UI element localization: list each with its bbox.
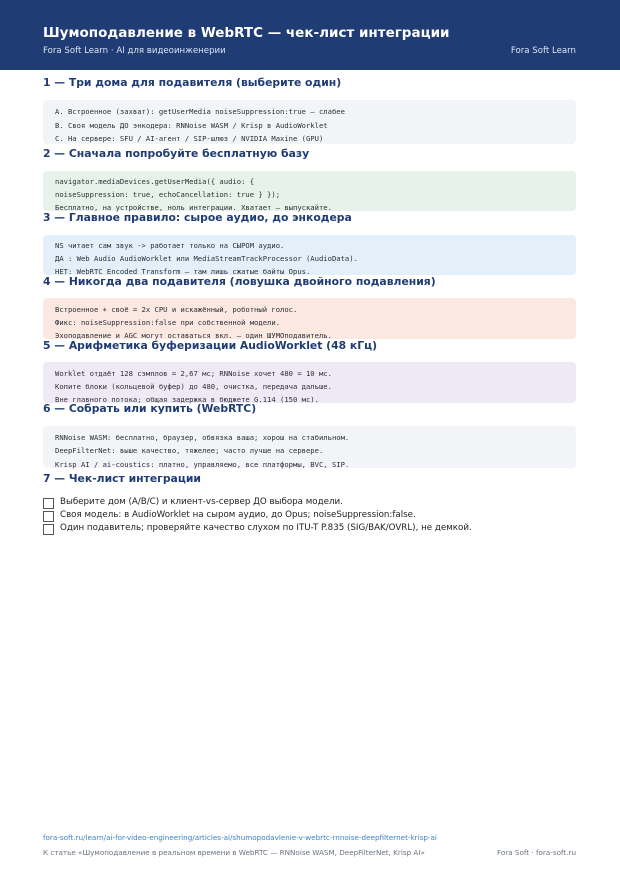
section-box-4: [43, 298, 576, 339]
footer-brand: Fora Soft · fora-soft.ru: [497, 848, 576, 857]
section-2-line-1: navigator.mediaDevices.getUserMedia({ audio: {: [55, 177, 255, 186]
footer-caption: К статье «Шумоподавление в реальном времени в WebRTC — RNNoise WASM, DeepFilterNet, Krisp AI»: [43, 848, 425, 857]
section-5-line-1: Worklet отдаёт 128 сэмплов = 2,67 мс; RNNoise хочет 480 = 10 мс.: [55, 369, 332, 378]
page-header: [0, 0, 620, 70]
section-2-line-3: Бесплатно, на устройстве, ноль интеграции. Хватает — выпускайте.: [55, 203, 332, 212]
section-box-5: [43, 362, 576, 403]
checklist-item-2-label: Своя модель: в AudioWorklet на сыром аудио, до Opus; noiseSuppression:false.: [60, 510, 416, 520]
checkbox[interactable]: [43, 511, 54, 522]
section-6-line-3: Krisp AI / ai-coustics: платно, управляемо, все платформы, BVC, SIP.: [55, 460, 350, 469]
section-title-6: 6 — Собрать или купить (WebRTC): [43, 402, 257, 415]
section-1-line-1: A. Встроенное (захват): getUserMedia noiseSuppression:true — слабее: [55, 107, 345, 116]
section-title-1: 1 — Три дома для подавителя (выберите один): [43, 76, 342, 89]
section-box-2: [43, 171, 576, 211]
section-5-line-3: Вне главного потока; общая задержка в бюджете G.114 (150 мс).: [55, 395, 319, 404]
section-box-6: [43, 426, 576, 468]
section-3-line-1: NS читает сам звук -> работает только на СЫРОМ аудио.: [55, 241, 285, 250]
section-title-5: 5 — Арифметика буферизации AudioWorklet (48 кГц): [43, 339, 378, 352]
section-2-line-2: noiseSuppression: true, echoCancellation: true } });: [55, 190, 281, 199]
footer-article-link[interactable]: fora-soft.ru/learn/ai-for-video-engineering/articles-ai/shumopodavlenie-v-webrtc-rnnoise-deepfilternet-krisp-ai: [43, 833, 437, 842]
section-title-4: 4 — Никогда два подавителя (ловушка двойного подавления): [43, 275, 436, 288]
section-box-3: [43, 235, 576, 275]
checklist-item-1-label: Выберите дом (A/B/C) и клиент-vs-сервер ДО выбора модели.: [60, 497, 343, 507]
section-1-line-3: C. На сервере: SFU / AI-агент / SIP-шлюз / NVIDIA Maxine (GPU): [55, 134, 324, 143]
section-title-3: 3 — Главное правило: сырое аудио, до энкодера: [43, 211, 352, 224]
section-4-line-1: Встроенное + своё = 2x CPU и искажённый, роботный голос.: [55, 305, 298, 314]
section-3-line-2: ДА : Web Audio AudioWorklet или MediaStreamTrackProcessor (AudioData).: [55, 254, 358, 263]
section-4-line-2: Фикс: noiseSuppression:false при собственной модели.: [55, 318, 281, 327]
section-4-line-3: Эхоподавление и AGC могут оставаться вкл. — один ШУМОподавитель.: [55, 331, 332, 340]
section-6-line-1: RNNoise WASM: бесплатно, браузер, обвязка ваша; хорош на стабильном.: [55, 433, 350, 442]
section-6-line-2: DeepFilterNet: выше качество, тяжелее; часто лучше на сервере.: [55, 446, 324, 455]
checkbox[interactable]: [43, 524, 54, 535]
section-1-line-2: B. Своя модель ДО энкодера: RNNoise WASM / Krisp в AudioWorklet: [55, 121, 328, 130]
header-brand: Fora Soft Learn: [510, 46, 576, 56]
section-box-1: [43, 100, 576, 144]
page-subtitle: Fora Soft Learn · AI для видеоинженерии: [43, 46, 226, 56]
section-5-line-2: Копите блоки (кольцевой буфер) до 480, очистка, передача дальше.: [55, 382, 332, 391]
checklist-item-3-label: Один подавитель; проверяйте качество слухом по ITU-T P.835 (SIG/BAK/OVRL), не демкой.: [60, 523, 472, 533]
page-title: Шумоподавление в WebRTC — чек-лист интеграции: [43, 25, 450, 41]
section-3-line-3: НЕТ: WebRTC Encoded Transform — там лишь сжатые байты Opus.: [55, 267, 311, 276]
checkbox[interactable]: [43, 498, 54, 509]
section-title-2: 2 — Сначала попробуйте бесплатную базу: [43, 147, 310, 160]
checklist-title: 7 — Чек-лист интеграции: [43, 472, 201, 485]
